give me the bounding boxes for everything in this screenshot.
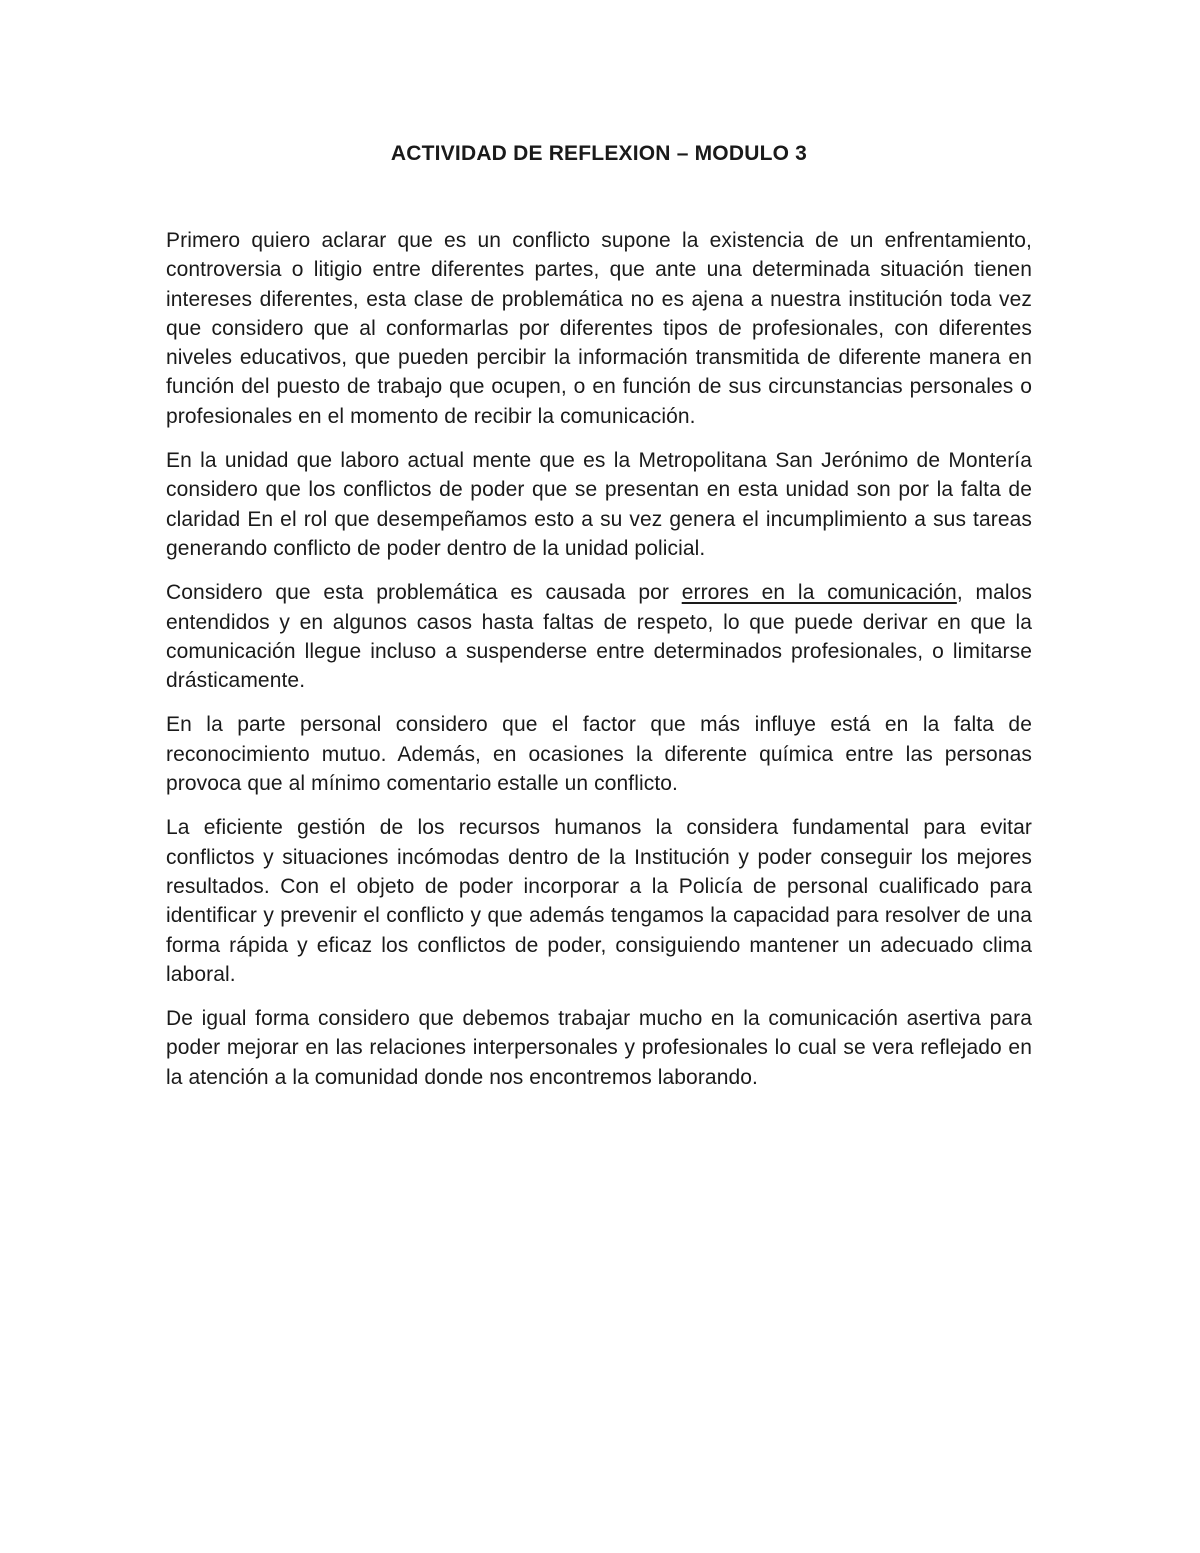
document-page xyxy=(166,140,1032,1107)
paragraph-3 xyxy=(166,578,1032,695)
paragraph-3-end: , malos entendidos y en algunos casos hasta faltas de respeto, lo que puede derivar en que la comunicación llegue incluso a suspenderse entre determinados profesionales, o limitarse drásticamente. xyxy=(166,581,1032,693)
paragraph-3-start: Considero que esta problemática es causada por xyxy=(166,581,682,605)
paragraph-1: Primero quiero aclarar que es un conflicto supone la existencia de un enfrentamiento, controversia o litigio entre diferentes partes, que ante una determinada situación tienen intereses diferentes, esta clase de problemática no es ajena a nuestra institución toda vez que considero que al conformarlas por diferentes tipos de profesionales, con diferentes niveles educativos, que pueden percibir la información transmitida de diferente manera en función del puesto de trabajo que ocupen, o en función de sus circunstancias personales o profesionales en el momento de recibir la comunicación. xyxy=(166,229,1032,428)
paragraph-4: En la parte personal considero que el factor que más influye está en la falta de reconocimiento mutuo. Además, en ocasiones la diferente química entre las personas provoca que al mínimo comentario estalle un conflicto. xyxy=(166,713,1032,796)
paragraph-5: La eficiente gestión de los recursos humanos la considera fundamental para evitar conflictos y situaciones incómodas dentro de la Institución y poder conseguir los mejores resultados. Con el objeto de poder incorporar a la Policía de personal cualificado para identificar y prevenir el conflicto y que además tengamos la capacidad para resolver de una forma rápida y eficaz los conflictos de poder, consiguiendo mantener un adecuado clima laboral. xyxy=(166,816,1032,986)
paragraph-2: En la unidad que laboro actual mente que es la Metropolitana San Jerónimo de Montería considero que los conflictos de poder que se presentan en esta unidad son por la falta de claridad En el rol que desempeñamos esto a su vez genera el incumplimiento a sus tareas generando conflicto de poder dentro de la unidad policial. xyxy=(166,449,1032,560)
paragraph-6: De igual forma considero que debemos trabajar mucho en la comunicación asertiva para poder mejorar en las relaciones interpersonales y profesionales lo cual se vera reflejado en la atención a la comunidad donde nos encontremos laborando. xyxy=(166,1007,1032,1089)
document-title: ACTIVIDAD DE REFLEXION – MODULO 3 xyxy=(390,142,808,165)
underlined-phrase: errores en la comunicación xyxy=(681,581,957,605)
